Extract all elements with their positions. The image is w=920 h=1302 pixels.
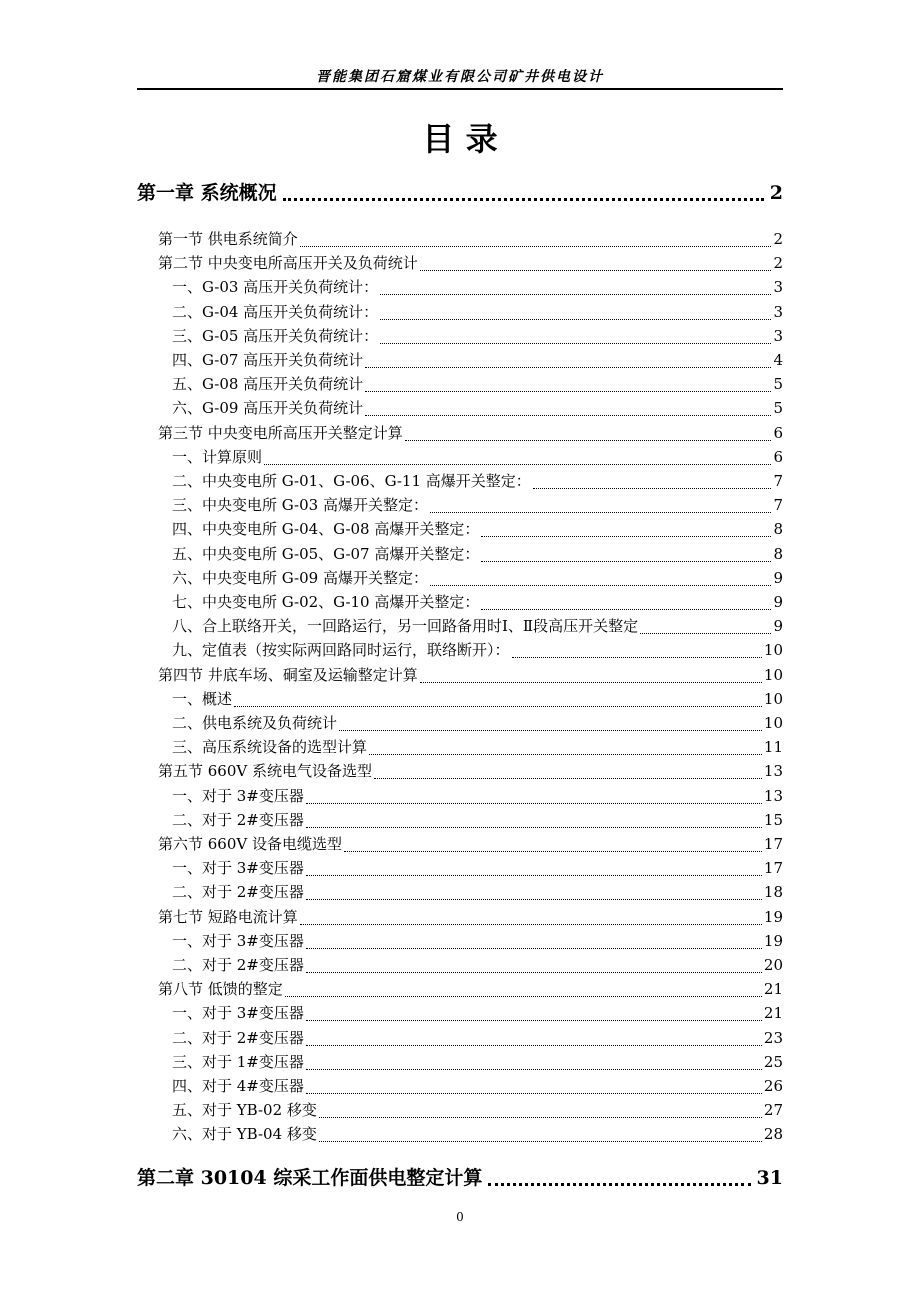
toc-section[interactable] [158,421,783,445]
toc-leader [481,560,771,562]
toc-entry-label: 六、对于 YB-04 移变 [172,1125,317,1144]
toc-leader [285,995,762,997]
toc-entry-page: 9 [773,617,783,636]
toc-subsection[interactable] [172,784,783,808]
toc-entry-page: 23 [763,1028,783,1047]
toc-entry-label: 二、中央变电所 G-01、G-06、G-11 高爆开关整定： [172,472,531,490]
toc-entry-label: 二、对于 2#变压器 [172,883,304,902]
toc-leader [306,1068,762,1070]
toc-entry-label: 第五节 660V 系统电气设备选型 [158,762,373,781]
toc-leader [405,439,772,441]
toc-entry-page: 26 [763,1077,783,1095]
toc-subsection[interactable] [172,1050,783,1074]
toc-entry-label: 六、G-09 高压开关负荷统计 [172,399,364,418]
toc-subsection[interactable] [172,1074,783,1098]
toc-subsection[interactable] [172,469,783,493]
toc-entry-page: 9 [773,593,783,611]
toc-entry-label: 一、对于 3#变压器 [172,786,304,805]
toc-entry-page: 10 [763,665,783,684]
toc-entry-page: 27 [763,1101,783,1120]
toc-subsection[interactable] [172,735,783,759]
toc-entry-label: 三、对于 1#变压器 [172,1052,304,1071]
toc-entry-page: 2 [773,254,783,273]
toc-leader [306,1044,762,1046]
toc-entry-page: 10 [763,714,783,732]
toc-chapter-label: 第一章 系统概况 [137,182,277,204]
toc-leader [339,729,762,731]
toc-subsection[interactable] [172,1098,783,1122]
toc-entry-page: 7 [773,472,783,490]
toc-leader [365,414,771,416]
toc-entry-label: 第六节 660V 设备电缆选型 [158,835,342,853]
toc-chapter[interactable] [137,178,783,208]
page-number: 0 [456,1210,464,1224]
toc-chapter-page: 2 [769,182,783,204]
toc-entry-label: 一、计算原则 [172,447,263,466]
toc-subsection[interactable] [172,517,783,541]
toc-entry-page: 5 [773,375,783,394]
toc-leader [430,511,771,513]
toc-entry-page: 19 [763,931,783,950]
toc-leader [306,826,762,828]
toc-subsection[interactable] [172,542,783,566]
toc-entry-page: 7 [773,496,783,515]
toc-entry-page: 17 [763,859,783,878]
toc-chapter-page: 31 [756,1167,783,1189]
toc-entry-page: 15 [763,810,783,829]
toc-subsection[interactable] [172,614,783,638]
toc-entry-page: 17 [763,835,783,853]
toc-leader [488,1182,750,1186]
toc-entry-label: 四、中央变电所 G-04、G-08 高爆开关整定： [172,520,480,539]
toc-subsection[interactable] [172,300,783,324]
toc-leader [306,947,762,949]
toc-entry-page: 5 [773,399,783,418]
toc-entry-label: 二、供电系统及负荷统计 [172,714,338,732]
toc-subsection[interactable] [172,856,783,880]
toc-chapter[interactable] [137,1163,783,1193]
toc-entry-page: 8 [773,544,783,563]
toc-entry-label: 五、对于 YB-02 移变 [172,1101,317,1120]
toc-entry-label: 五、中央变电所 G-05、G-07 高爆开关整定： [172,544,480,563]
toc-leader [512,656,762,658]
toc-entry-label: 二、G-04 高压开关负荷统计： [172,302,379,321]
toc-leader [533,487,772,489]
toc-leader [481,535,771,537]
toc-leader [283,197,764,201]
toc-subsection[interactable] [172,808,783,832]
toc-entry-label: 一、对于 3#变压器 [172,859,304,878]
toc-subsection[interactable] [172,638,783,662]
toc-subsection[interactable] [172,953,783,977]
toc-entry-page: 3 [773,302,783,321]
toc-leader [481,608,771,610]
toc-subsection[interactable] [172,493,783,517]
toc-leader [234,705,762,707]
toc-subsection[interactable] [172,566,783,590]
toc-entry-page: 6 [773,423,783,442]
toc-leader [319,1140,762,1142]
toc-leader [380,293,771,295]
toc-entry-page: 3 [773,326,783,345]
toc-leader [380,318,771,320]
toc-entry-page: 11 [763,738,783,757]
toc-entry-label: 第七节 短路电流计算 [158,907,298,926]
toc-section[interactable] [158,759,783,783]
toc-subsection[interactable] [172,687,783,711]
toc-subsection[interactable] [172,348,783,372]
toc-leader [306,971,762,973]
toc-entry-label: 第二节 中央变电所高压开关及负荷统计 [158,254,418,273]
toc-entry-label: 七、中央变电所 G-02、G-10 高爆开关整定： [172,593,480,611]
toc-chapter-label: 第二章 30104 综采工作面供电整定计算 [137,1167,483,1189]
toc-section[interactable] [158,663,783,687]
toc-subsection[interactable] [172,445,783,469]
toc-entry-label: 六、中央变电所 G-09 高爆开关整定： [172,568,428,587]
toc-entry-label: 四、对于 4#变压器 [172,1077,304,1095]
toc-entry-page: 20 [763,956,783,974]
page-title: 目 录 [422,120,498,158]
toc-leader [306,802,762,804]
toc-entry-label: 四、G-07 高压开关负荷统计 [172,351,364,369]
toc-entry-label: 三、中央变电所 G-03 高爆开关整定： [172,496,428,515]
toc-entry-label: 第一节 供电系统简介 [158,230,298,248]
toc-entry-label: 一、对于 3#变压器 [172,1004,304,1023]
toc-subsection[interactable] [172,372,783,396]
toc-leader [430,584,771,586]
toc-entry-page: 25 [763,1052,783,1071]
toc-section[interactable] [158,251,783,275]
toc-entry-label: 一、G-03 高压开关负荷统计： [172,278,379,297]
toc-leader [264,463,771,465]
toc-subsection[interactable] [172,275,783,299]
toc-leader [374,777,762,779]
toc-entry-page: 4 [773,351,783,369]
toc-leader [365,366,771,368]
toc-subsection[interactable] [172,880,783,904]
toc-subsection[interactable] [172,1026,783,1050]
toc-entry-label: 一、对于 3#变压器 [172,931,304,950]
toc-entry-label: 二、对于 2#变压器 [172,810,304,829]
toc-entry-label: 一、概述 [172,689,233,708]
toc-section[interactable] [158,832,783,856]
toc-subsection[interactable] [172,1001,783,1025]
toc-leader [306,898,762,900]
toc-section[interactable] [158,977,783,1001]
toc-entry-label: 二、对于 2#变压器 [172,1028,304,1047]
toc-entry-label: 五、G-08 高压开关负荷统计 [172,375,364,394]
toc-leader [300,923,762,925]
toc-subsection[interactable] [172,1122,783,1146]
toc-subsection[interactable] [172,590,783,614]
toc-entry-label: 第八节 低馈的整定 [158,980,283,999]
toc-entry-page: 8 [773,520,783,539]
toc-entry-page: 9 [773,568,783,587]
toc-entry-page: 21 [763,1004,783,1023]
toc-entry-page: 28 [763,1125,783,1144]
toc-subsection[interactable] [172,396,783,420]
header-rule [137,88,783,90]
document-header: 晋能集团石窟煤业有限公司矿井供电设计 [316,69,604,85]
toc-leader [640,632,771,634]
toc-entry-page: 13 [763,762,783,781]
toc-subsection[interactable] [172,711,783,735]
toc-section[interactable] [158,905,783,929]
toc-section[interactable] [158,227,783,251]
toc-leader [319,1116,762,1118]
toc-entry-page: 6 [773,447,783,466]
toc-leader [306,1092,762,1094]
toc-leader [306,1019,762,1021]
toc-entry-label: 八、合上联络开关，一回路运行，另一回路备用时Ⅰ、Ⅱ段高压开关整定 [172,617,639,636]
toc-entry-page: 10 [763,689,783,708]
toc-entry-label: 第四节 井底车场、硐室及运输整定计算 [158,665,418,684]
toc-entry-page: 21 [763,980,783,999]
toc-entry-label: 九、定值表（按实际两回路同时运行，联络断开）： [172,641,510,660]
toc-entry-label: 三、G-05 高压开关负荷统计： [172,326,379,345]
toc-subsection[interactable] [172,929,783,953]
toc-entry-page: 18 [763,883,783,902]
toc-entry-label: 第三节 中央变电所高压开关整定计算 [158,423,403,442]
toc-leader [344,850,762,852]
toc-leader [306,874,762,876]
toc-entry-label: 二、对于 2#变压器 [172,956,304,974]
toc-entry-page: 13 [763,786,783,805]
toc-leader [300,245,772,247]
toc-leader [365,390,771,392]
toc-leader [420,269,772,271]
toc-entry-page: 10 [763,641,783,660]
toc-entry-label: 三、高压系统设备的选型计算 [172,738,368,757]
toc-entry-page: 2 [773,230,783,248]
toc-leader [420,681,762,683]
toc-leader [369,753,762,755]
toc-subsection[interactable] [172,324,783,348]
toc-entry-page: 3 [773,278,783,297]
toc-leader [380,342,771,344]
toc-entry-page: 19 [763,907,783,926]
